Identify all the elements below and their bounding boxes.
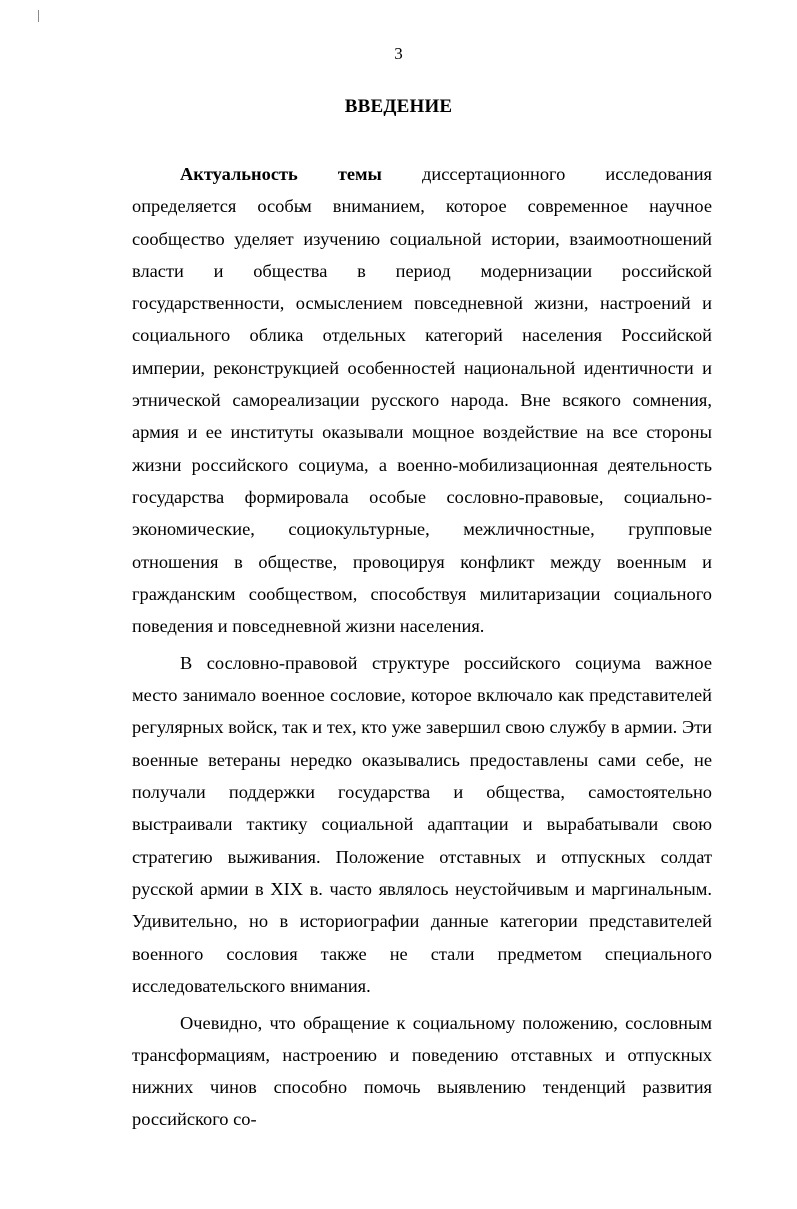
paragraph-3-text: Очевидно, что обращение к социальному положению, сословным трансформациям, настроению и поведению отставных и отпускных нижних чинов способно помочь выявлению тенденций развития российского со- (132, 1012, 712, 1130)
section-heading: ВВЕДЕНИЕ (344, 96, 453, 117)
scan-margin-mark (38, 10, 39, 22)
paragraph-3 (132, 1007, 712, 1136)
paragraph-2-text: В сословно-правовой структуре российского социума важное место занимало военное сословие, которое включало как представителей регулярных войск, так и тех, кто уже завершил свою службу в армии. Эти военные ветераны нередко оказывались предоставлены сами себе, не получали поддержки государства и общества, самостоятельно выстраивали тактику социальной адаптации и вырабатывали свою стратегию выживания. Положение отставных и отпускных солдат русской армии в XIX в. часто являлось неустойчивым и маргинальным. Удивительно, но в историографии данные категории представителей военного сословия также не стали предметом специального исследовательского внимания. (132, 652, 712, 996)
paragraph-1-lead: Актуальность темы (180, 164, 382, 184)
paragraph-1-text: диссертационного исследования определяется особьм вниманием, которое современное научное сообщество уделяет изучению социальной истории, взаимоотношений власти и общества в период модернизации российской государственности, осмыслением повседневной жизни, настроений и социального облика отдельных категорий населения Российской империи, реконструкцией особенностей национальной идентичности и этнической самореализации русского народа. Вне всякого сомнения, армия и ее институты оказывали мощное воздействие на все стороны жизни российского социума, а военно-мобилизационная деятельность государства формировала особые сословно-правовые, социально-экономические, социокультурные, межличностные, групповые отношения в обществе, провоцируя конфликт между военным и гражданским сообществом, способствуя милитаризации социального поведения и повседневной жизни населения. (132, 164, 713, 637)
paragraph-2 (132, 647, 712, 1002)
body-text (132, 158, 712, 1136)
paragraph-1 (132, 158, 712, 642)
page-number: 3 (394, 44, 403, 63)
